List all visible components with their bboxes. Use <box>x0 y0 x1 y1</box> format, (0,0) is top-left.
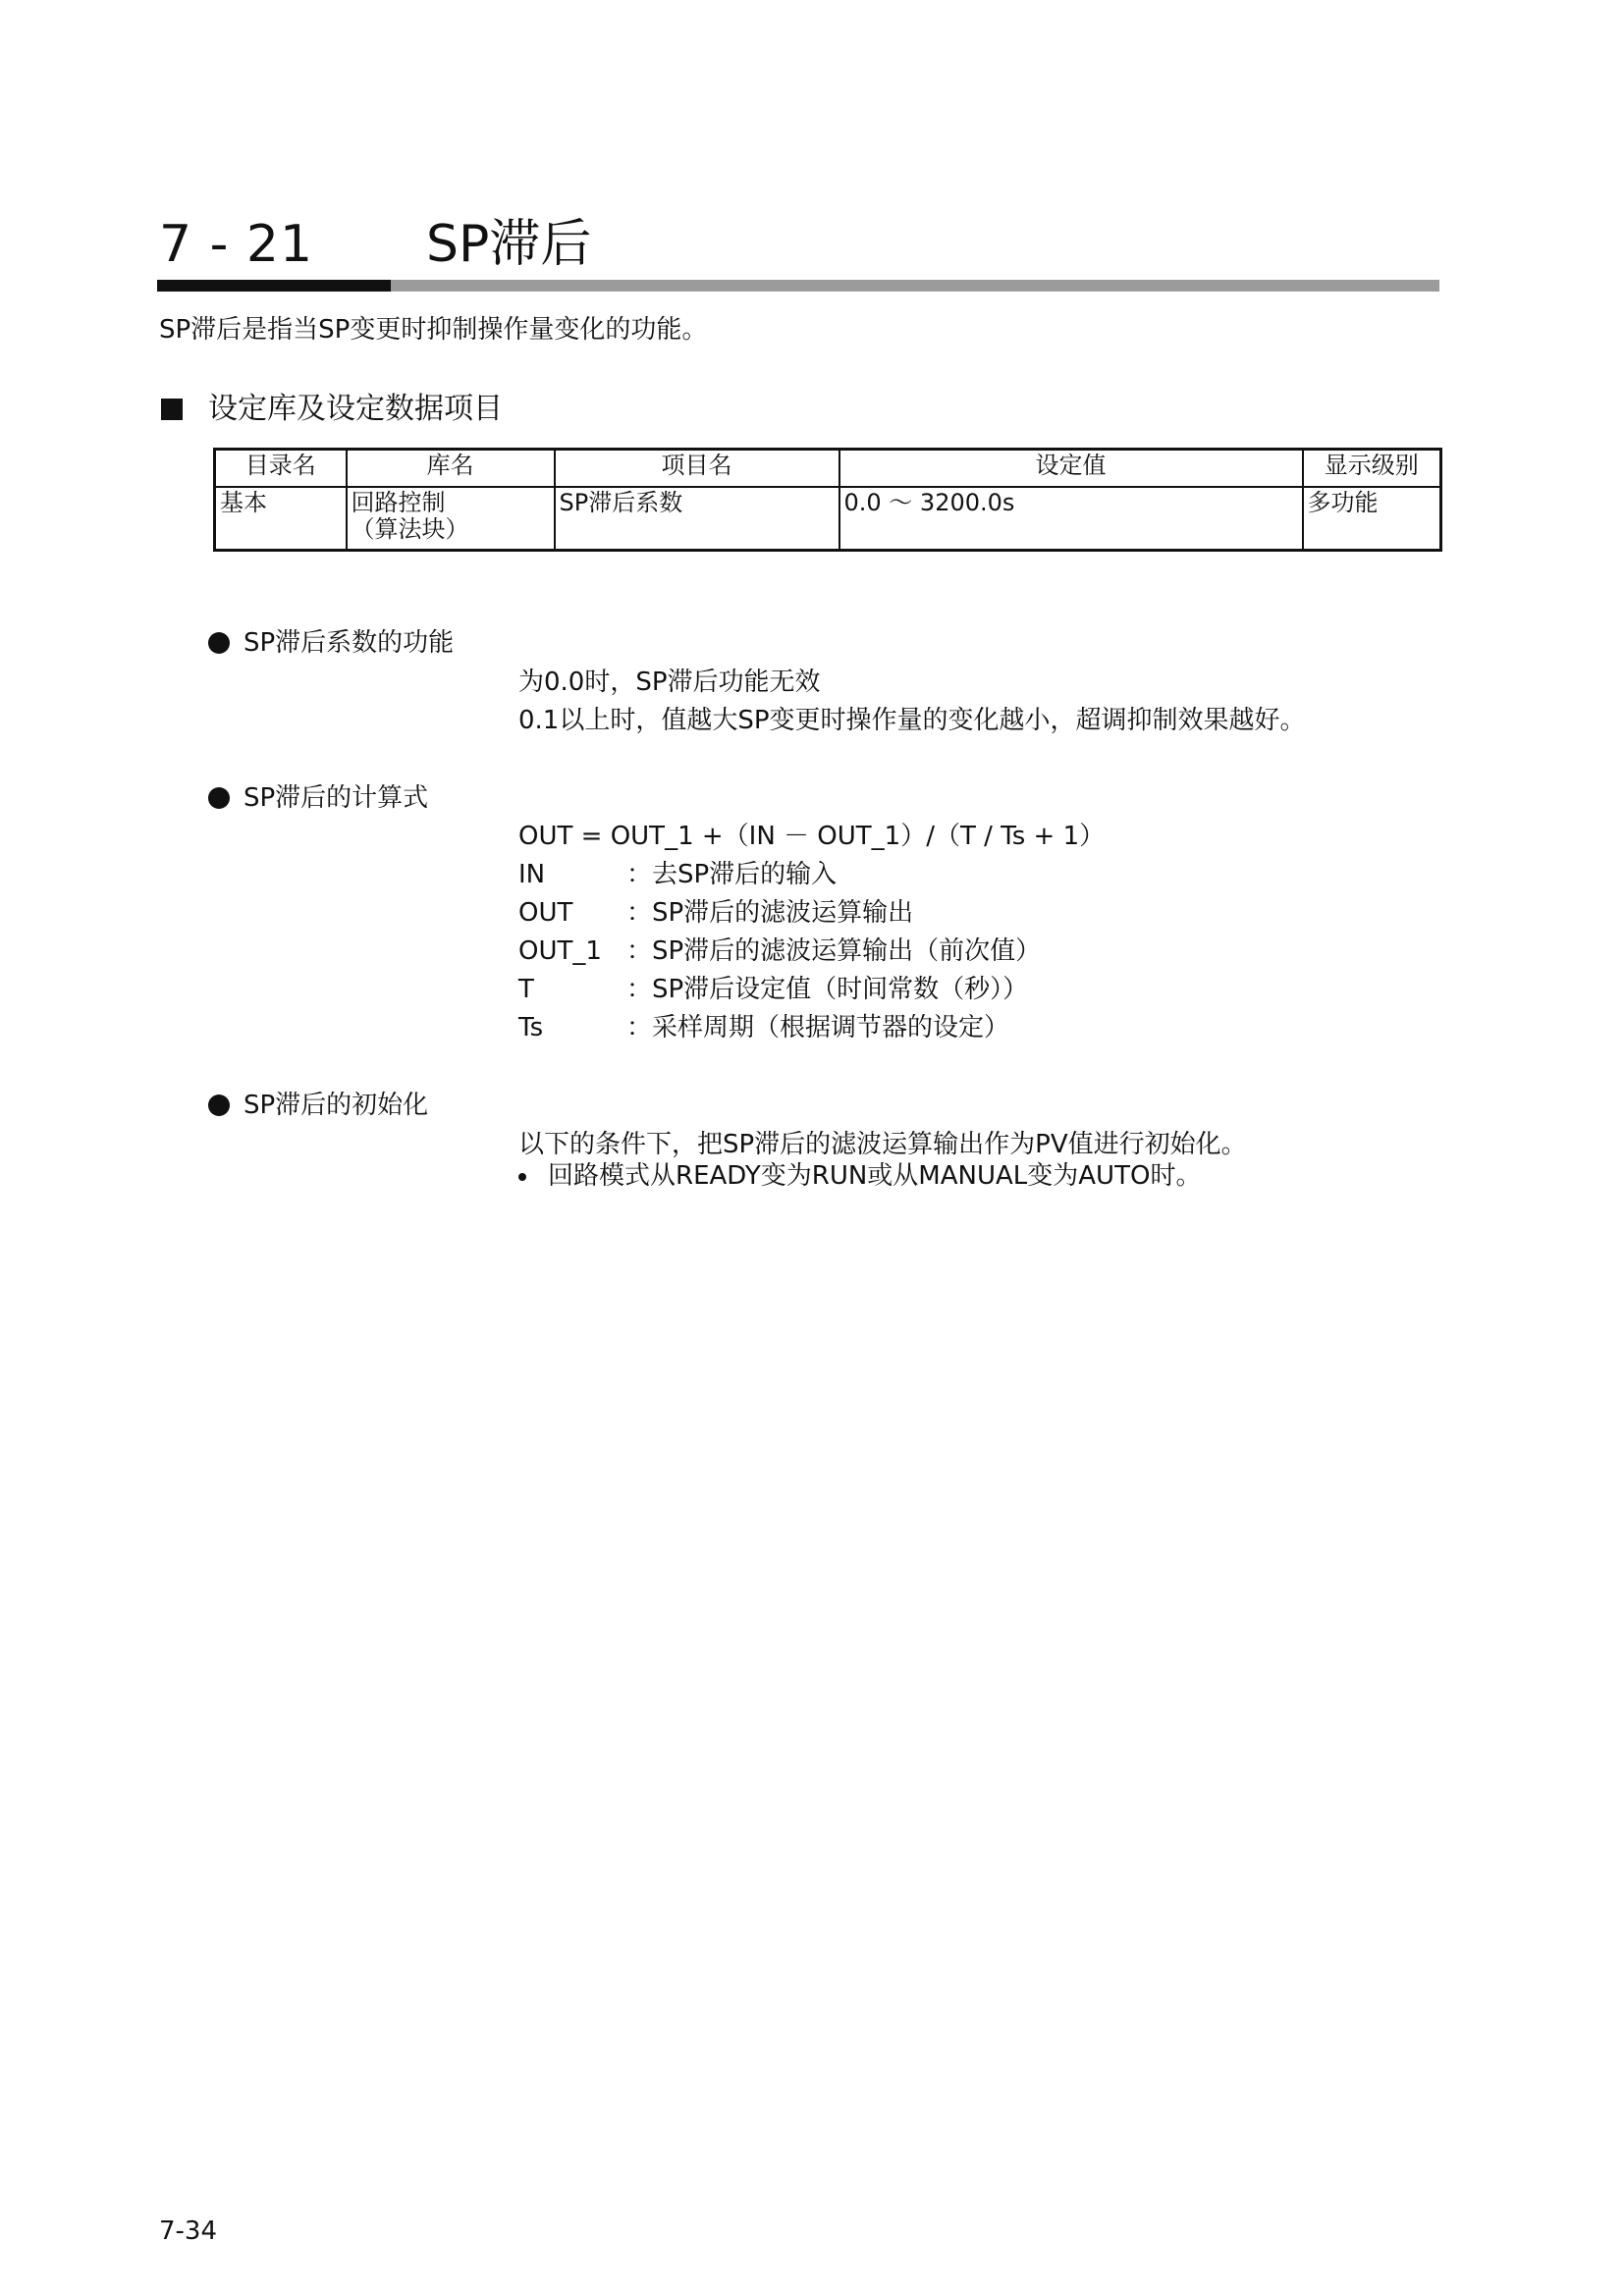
cell-item: SP滞后系数 <box>555 487 839 551</box>
cell-catalog: 基本 <box>215 487 347 551</box>
definition-term: Ts <box>518 1013 544 1042</box>
header-catalog: 目录名 <box>215 450 347 488</box>
square-bullet-icon <box>161 399 183 420</box>
section-number: 7 - 21 <box>159 215 314 274</box>
bullet-dot-icon <box>208 1095 230 1116</box>
init-line: 以下的条件下，把SP滞后的滤波运算输出作为PV值进行初始化。 <box>518 1130 1247 1159</box>
definition-desc: ：SP滞后设定值（时间常数（秒）） <box>626 975 1029 1004</box>
title-rule-light <box>391 280 1439 292</box>
section-title: SP滞后 <box>426 215 592 274</box>
cell-bank-line1: 回路控制 <box>351 489 446 516</box>
function-title: SP滞后系数的功能 <box>244 628 455 658</box>
header-value: 设定值 <box>839 450 1303 488</box>
cell-bank-line2: （算法块） <box>351 515 469 543</box>
settings-heading <box>161 390 503 429</box>
small-bullet-icon <box>518 1173 526 1181</box>
definition-term: IN <box>518 860 546 889</box>
title-rule-dark <box>157 280 391 292</box>
intro-text: SP滞后是指当SP变更时抑制操作量变化的功能。 <box>159 315 708 345</box>
cell-value: 0.0 ～ 3200.0s <box>839 487 1303 551</box>
bullet-dot-icon <box>208 787 230 809</box>
init-heading <box>208 1088 428 1123</box>
function-line-2: 0.1以上时，值越大SP变更时操作量的变化越小，超调抑制效果越好。 <box>518 706 1306 735</box>
definition-term: OUT <box>518 898 573 928</box>
definition-desc: ：SP滞后的滤波运算输出 <box>626 898 914 928</box>
definition-term: OUT_1 <box>518 936 602 966</box>
init-title: SP滞后的初始化 <box>244 1091 429 1120</box>
bullet-dot-icon <box>208 632 230 654</box>
function-heading <box>208 625 454 661</box>
definition-term: T <box>518 975 534 1004</box>
table-header-row <box>215 450 1441 488</box>
header-bank: 库名 <box>347 450 555 488</box>
formula-title: SP滞后的计算式 <box>244 783 429 813</box>
page-number: 7-34 <box>159 2216 218 2246</box>
definition-desc: ：采样周期（根据调节器的设定） <box>626 1013 1010 1042</box>
table-row <box>215 487 1441 551</box>
cell-level: 多功能 <box>1303 487 1441 551</box>
function-line-1: 为0.0时，SP滞后功能无效 <box>518 667 821 697</box>
formula-heading <box>208 780 428 816</box>
settings-table <box>213 448 1442 552</box>
header-level: 显示级别 <box>1303 450 1441 488</box>
cell-bank <box>347 487 555 551</box>
definition-desc: ：SP滞后的滤波运算输出（前次值） <box>626 936 1042 966</box>
settings-heading-text: 设定库及设定数据项目 <box>208 392 503 426</box>
init-bullet-line: 回路模式从READY变为RUN或从MANUAL变为AUTO时。 <box>548 1161 1202 1191</box>
definition-desc: ：去SP滞后的输入 <box>626 860 838 889</box>
formula-equation: OUT = OUT_1 +（IN － OUT_1）/（T / Ts + 1） <box>518 822 1106 851</box>
header-item: 项目名 <box>555 450 839 488</box>
